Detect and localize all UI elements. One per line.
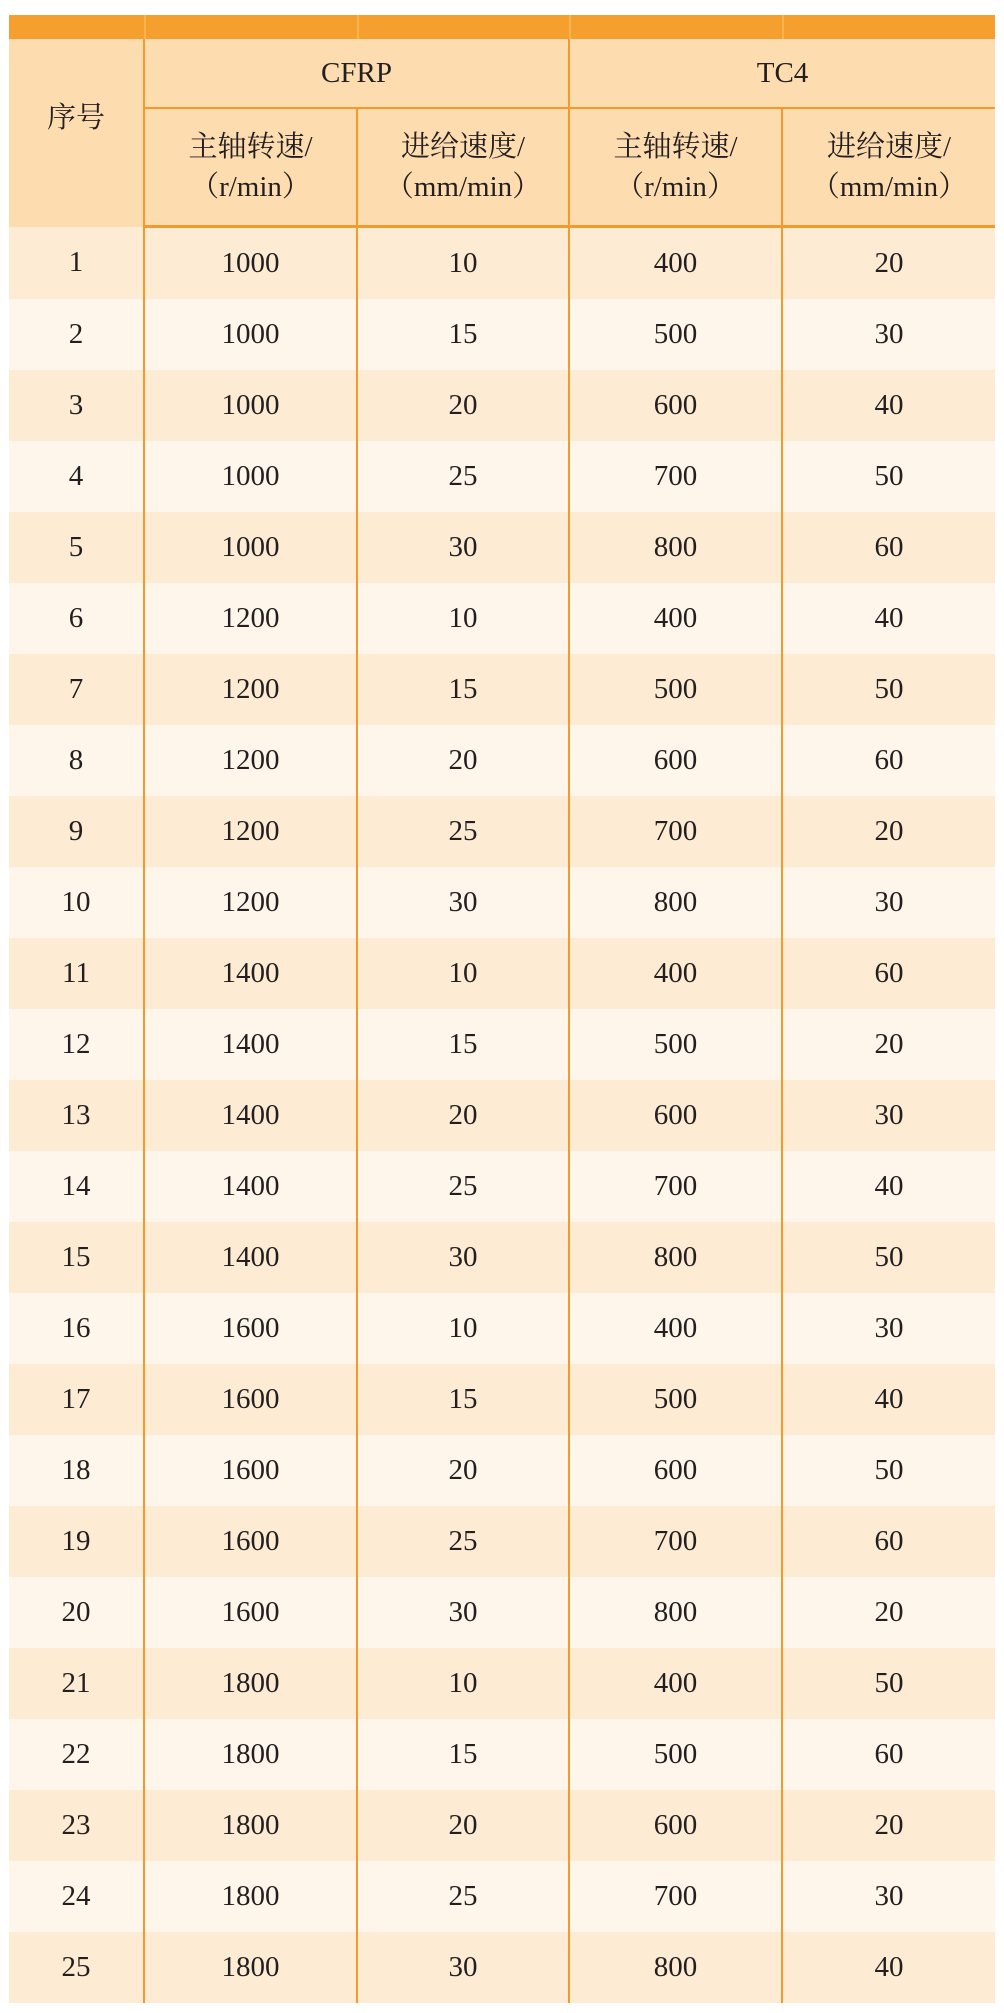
- parameter-table: [9, 39, 995, 2003]
- seq-cell: 7: [9, 654, 144, 725]
- seq-cell: 16: [9, 1293, 144, 1364]
- sub-header-line: 主轴转速/: [188, 131, 313, 163]
- cfrp-feed-rate-cell: 30: [357, 1932, 569, 2003]
- sub-header-unit: （mm/min）: [384, 171, 542, 203]
- tc4-spindle-speed-cell: 700: [569, 441, 782, 512]
- cfrp-feed-rate-cell: 15: [357, 1719, 569, 1790]
- tc4-feed-rate-cell: 20: [782, 1790, 995, 1861]
- tc4-spindle-speed-cell: 400: [569, 1293, 782, 1364]
- table-row: [9, 1080, 995, 1151]
- table-header: [9, 39, 995, 227]
- group-header-tc4: TC4: [569, 39, 995, 108]
- table-row: [9, 370, 995, 441]
- cfrp-feed-rate-cell: 10: [357, 938, 569, 1009]
- cfrp-feed-rate-cell: 10: [357, 1293, 569, 1364]
- table-row: [9, 654, 995, 725]
- sub-header-cfrp-spindle-speed: [144, 108, 357, 227]
- top-band-cell: [569, 15, 782, 39]
- table-row: [9, 583, 995, 654]
- table-row: [9, 796, 995, 867]
- tc4-feed-rate-cell: 40: [782, 583, 995, 654]
- seq-cell: 13: [9, 1080, 144, 1151]
- sub-header-unit: （r/min）: [615, 171, 736, 203]
- tc4-feed-rate-cell: 30: [782, 299, 995, 370]
- table-row: [9, 1293, 995, 1364]
- table-row: [9, 1364, 995, 1435]
- cfrp-feed-rate-cell: 25: [357, 441, 569, 512]
- table-row: [9, 1719, 995, 1790]
- tc4-spindle-speed-cell: 600: [569, 725, 782, 796]
- tc4-spindle-speed-cell: 500: [569, 1364, 782, 1435]
- tc4-spindle-speed-cell: 800: [569, 867, 782, 938]
- tc4-feed-rate-cell: 40: [782, 370, 995, 441]
- cfrp-spindle-speed-cell: 1600: [144, 1506, 357, 1577]
- tc4-spindle-speed-cell: 500: [569, 1719, 782, 1790]
- cfrp-feed-rate-cell: 10: [357, 227, 569, 300]
- cfrp-spindle-speed-cell: 1000: [144, 370, 357, 441]
- top-band-cell: [9, 15, 144, 39]
- seq-cell: 2: [9, 299, 144, 370]
- tc4-feed-rate-cell: 60: [782, 512, 995, 583]
- cfrp-feed-rate-cell: 15: [357, 654, 569, 725]
- tc4-spindle-speed-cell: 600: [569, 1435, 782, 1506]
- cfrp-spindle-speed-cell: 1600: [144, 1435, 357, 1506]
- cfrp-feed-rate-cell: 30: [357, 1222, 569, 1293]
- tc4-feed-rate-cell: 60: [782, 1719, 995, 1790]
- table-row: [9, 1151, 995, 1222]
- cfrp-spindle-speed-cell: 1800: [144, 1861, 357, 1932]
- seq-cell: 8: [9, 725, 144, 796]
- tc4-spindle-speed-cell: 700: [569, 796, 782, 867]
- cfrp-spindle-speed-cell: 1400: [144, 1222, 357, 1293]
- table-row: [9, 1577, 995, 1648]
- cfrp-feed-rate-cell: 15: [357, 1009, 569, 1080]
- tc4-feed-rate-cell: 20: [782, 1577, 995, 1648]
- table-row: [9, 867, 995, 938]
- cfrp-feed-rate-cell: 20: [357, 725, 569, 796]
- table-row: [9, 299, 995, 370]
- tc4-spindle-speed-cell: 400: [569, 938, 782, 1009]
- tc4-feed-rate-cell: 30: [782, 1080, 995, 1151]
- cfrp-feed-rate-cell: 30: [357, 1577, 569, 1648]
- seq-cell: 1: [9, 227, 144, 300]
- top-band-cell: [782, 15, 995, 39]
- cfrp-feed-rate-cell: 30: [357, 867, 569, 938]
- cfrp-spindle-speed-cell: 1000: [144, 512, 357, 583]
- sub-header-line: 进给速度/: [826, 131, 952, 163]
- tc4-spindle-speed-cell: 800: [569, 1577, 782, 1648]
- seq-cell: 12: [9, 1009, 144, 1080]
- tc4-spindle-speed-cell: 600: [569, 1080, 782, 1151]
- tc4-feed-rate-cell: 60: [782, 725, 995, 796]
- cfrp-feed-rate-cell: 20: [357, 1790, 569, 1861]
- seq-cell: 5: [9, 512, 144, 583]
- tc4-feed-rate-cell: 30: [782, 1861, 995, 1932]
- table-body: [9, 227, 995, 2004]
- cfrp-spindle-speed-cell: 1800: [144, 1648, 357, 1719]
- sub-header-tc4-feed-rate: [782, 108, 995, 227]
- seq-cell: 17: [9, 1364, 144, 1435]
- seq-cell: 20: [9, 1577, 144, 1648]
- seq-cell: 15: [9, 1222, 144, 1293]
- tc4-spindle-speed-cell: 400: [569, 227, 782, 300]
- tc4-feed-rate-cell: 60: [782, 938, 995, 1009]
- seq-cell: 10: [9, 867, 144, 938]
- seq-cell: 24: [9, 1861, 144, 1932]
- cfrp-feed-rate-cell: 30: [357, 512, 569, 583]
- cfrp-feed-rate-cell: 15: [357, 1364, 569, 1435]
- tc4-feed-rate-cell: 40: [782, 1932, 995, 2003]
- table-row: [9, 1009, 995, 1080]
- table-row: [9, 1506, 995, 1577]
- tc4-spindle-speed-cell: 800: [569, 1222, 782, 1293]
- seq-cell: 3: [9, 370, 144, 441]
- tc4-feed-rate-cell: 30: [782, 867, 995, 938]
- seq-cell: 18: [9, 1435, 144, 1506]
- cfrp-spindle-speed-cell: 1800: [144, 1719, 357, 1790]
- tc4-feed-rate-cell: 20: [782, 796, 995, 867]
- tc4-feed-rate-cell: 40: [782, 1364, 995, 1435]
- cfrp-spindle-speed-cell: 1200: [144, 796, 357, 867]
- seq-cell: 4: [9, 441, 144, 512]
- cfrp-spindle-speed-cell: 1000: [144, 227, 357, 300]
- table-row: [9, 1932, 995, 2003]
- cfrp-spindle-speed-cell: 1000: [144, 299, 357, 370]
- top-band-cell: [144, 15, 357, 39]
- cfrp-spindle-speed-cell: 1600: [144, 1293, 357, 1364]
- cfrp-feed-rate-cell: 25: [357, 1506, 569, 1577]
- seq-cell: 19: [9, 1506, 144, 1577]
- cfrp-spindle-speed-cell: 1200: [144, 583, 357, 654]
- parameter-table-container: [9, 15, 995, 2003]
- cfrp-feed-rate-cell: 10: [357, 583, 569, 654]
- sub-header-cfrp-feed-rate: [357, 108, 569, 227]
- cfrp-spindle-speed-cell: 1200: [144, 654, 357, 725]
- tc4-spindle-speed-cell: 700: [569, 1861, 782, 1932]
- cfrp-spindle-speed-cell: 1400: [144, 1151, 357, 1222]
- cfrp-spindle-speed-cell: 1400: [144, 1080, 357, 1151]
- tc4-feed-rate-cell: 30: [782, 1293, 995, 1364]
- cfrp-feed-rate-cell: 20: [357, 370, 569, 441]
- cfrp-feed-rate-cell: 25: [357, 1861, 569, 1932]
- cfrp-feed-rate-cell: 20: [357, 1080, 569, 1151]
- table-row: [9, 1222, 995, 1293]
- table-row: [9, 1861, 995, 1932]
- seq-column-header: 序号: [9, 39, 144, 227]
- seq-cell: 9: [9, 796, 144, 867]
- seq-cell: 6: [9, 583, 144, 654]
- sub-header-tc4-spindle-speed: [569, 108, 782, 227]
- cfrp-spindle-speed-cell: 1400: [144, 1009, 357, 1080]
- table-row: [9, 1790, 995, 1861]
- tc4-spindle-speed-cell: 500: [569, 1009, 782, 1080]
- tc4-feed-rate-cell: 50: [782, 1222, 995, 1293]
- tc4-spindle-speed-cell: 700: [569, 1151, 782, 1222]
- cfrp-spindle-speed-cell: 1800: [144, 1790, 357, 1861]
- tc4-spindle-speed-cell: 500: [569, 299, 782, 370]
- cfrp-spindle-speed-cell: 1400: [144, 938, 357, 1009]
- tc4-spindle-speed-cell: 600: [569, 1790, 782, 1861]
- table-top-band: [9, 15, 995, 39]
- cfrp-feed-rate-cell: 20: [357, 1435, 569, 1506]
- table-row: [9, 441, 995, 512]
- cfrp-spindle-speed-cell: 1000: [144, 441, 357, 512]
- sub-header-unit: （mm/min）: [810, 171, 968, 203]
- table-row: [9, 512, 995, 583]
- tc4-feed-rate-cell: 60: [782, 1506, 995, 1577]
- tc4-spindle-speed-cell: 800: [569, 512, 782, 583]
- cfrp-feed-rate-cell: 25: [357, 796, 569, 867]
- tc4-feed-rate-cell: 50: [782, 1648, 995, 1719]
- cfrp-feed-rate-cell: 10: [357, 1648, 569, 1719]
- seq-cell: 25: [9, 1932, 144, 2003]
- sub-header-line: 进给速度/: [400, 131, 526, 163]
- seq-cell: 11: [9, 938, 144, 1009]
- tc4-feed-rate-cell: 50: [782, 441, 995, 512]
- tc4-spindle-speed-cell: 400: [569, 583, 782, 654]
- sub-header-line: 主轴转速/: [613, 131, 738, 163]
- cfrp-feed-rate-cell: 15: [357, 299, 569, 370]
- tc4-feed-rate-cell: 40: [782, 1151, 995, 1222]
- tc4-feed-rate-cell: 50: [782, 1435, 995, 1506]
- tc4-feed-rate-cell: 20: [782, 1009, 995, 1080]
- group-header-cfrp: CFRP: [144, 39, 569, 108]
- table-row: [9, 1648, 995, 1719]
- table-row: [9, 227, 995, 300]
- top-band-cell: [357, 15, 569, 39]
- cfrp-spindle-speed-cell: 1200: [144, 725, 357, 796]
- tc4-spindle-speed-cell: 500: [569, 654, 782, 725]
- seq-cell: 23: [9, 1790, 144, 1861]
- seq-cell: 22: [9, 1719, 144, 1790]
- cfrp-spindle-speed-cell: 1200: [144, 867, 357, 938]
- table-row: [9, 725, 995, 796]
- seq-cell: 14: [9, 1151, 144, 1222]
- tc4-spindle-speed-cell: 600: [569, 370, 782, 441]
- cfrp-spindle-speed-cell: 1600: [144, 1364, 357, 1435]
- tc4-feed-rate-cell: 20: [782, 227, 995, 300]
- cfrp-spindle-speed-cell: 1800: [144, 1932, 357, 2003]
- table-row: [9, 1435, 995, 1506]
- tc4-spindle-speed-cell: 700: [569, 1506, 782, 1577]
- tc4-feed-rate-cell: 50: [782, 654, 995, 725]
- cfrp-spindle-speed-cell: 1600: [144, 1577, 357, 1648]
- cfrp-feed-rate-cell: 25: [357, 1151, 569, 1222]
- seq-cell: 21: [9, 1648, 144, 1719]
- table-row: [9, 938, 995, 1009]
- tc4-spindle-speed-cell: 800: [569, 1932, 782, 2003]
- tc4-spindle-speed-cell: 400: [569, 1648, 782, 1719]
- sub-header-unit: （r/min）: [190, 171, 311, 203]
